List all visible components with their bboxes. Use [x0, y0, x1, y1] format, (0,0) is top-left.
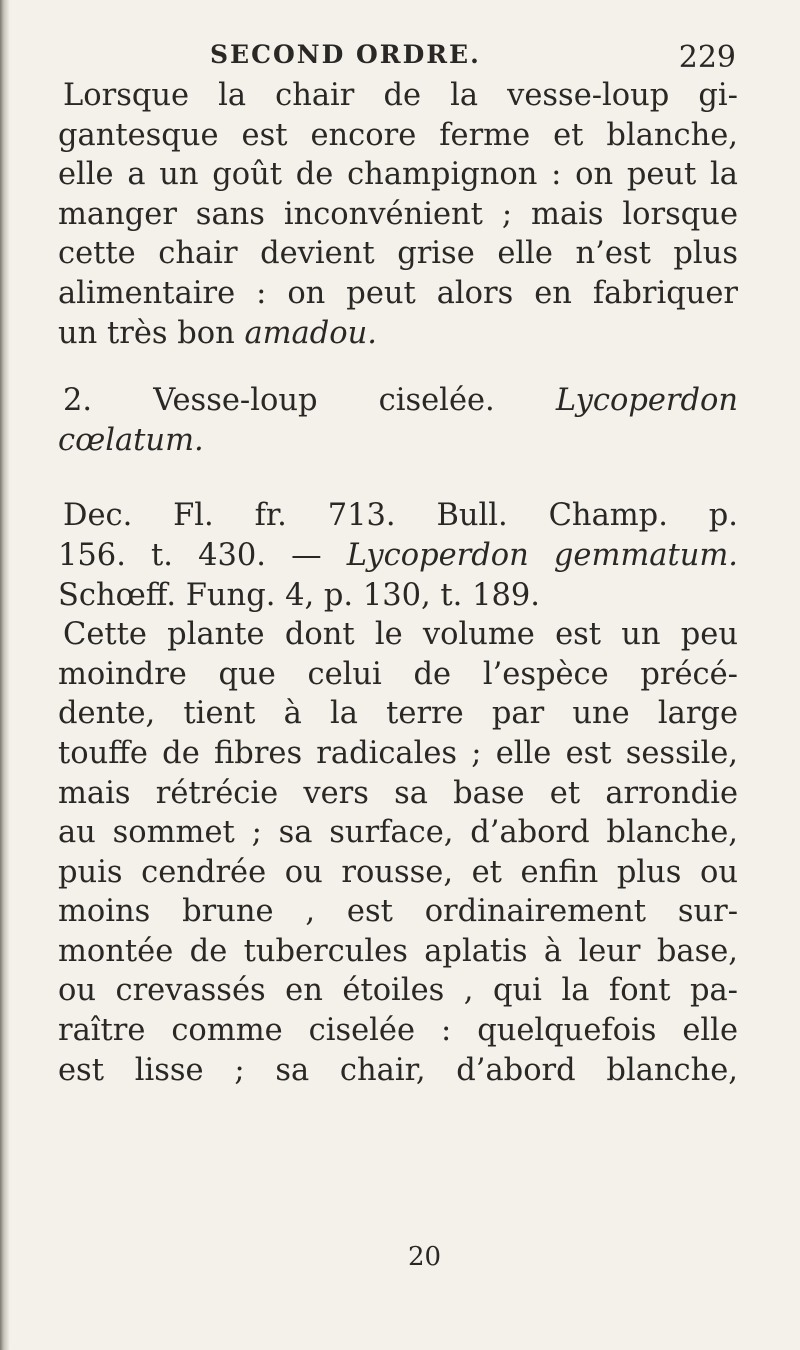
species-number-title: 2. Vesse-loup ciselée. — [63, 383, 495, 419]
text-line: ou crevassés en étoiles , qui la font pa- — [58, 973, 738, 1009]
latin-name: Lycoperdon — [555, 383, 738, 419]
text-line: elle a un goût de champignon : on peut la — [58, 157, 738, 193]
italic-term: amadou. — [244, 315, 377, 351]
running-head — [58, 40, 738, 76]
text-line: touffe de fibres radicales ; elle est sessile, — [58, 735, 738, 771]
page-number: 229 — [678, 40, 736, 75]
species-title-line — [58, 421, 738, 461]
reference-line: Dec. Fl. fr. 713. Bull. Champ. p. — [63, 498, 738, 534]
species-title-line — [58, 381, 738, 421]
text-line: mais rétrécie vers sa base et arrondie — [58, 775, 738, 811]
book-page — [58, 40, 738, 1090]
text-line: Lorsque la chair de la vesse-loup gi- — [63, 78, 738, 113]
reference-line: Schœff. Fung. 4, p. 130, t. 189. — [58, 577, 540, 613]
text-line: manger sans inconvénient ; mais lorsque — [58, 196, 738, 232]
text-line: puis cendrée ou rousse, et enfin plus ou — [58, 854, 738, 890]
text-line: est lisse ; sa chair, d’abord blanche, — [58, 1052, 738, 1088]
reference-line — [58, 536, 738, 576]
latin-name-continued: cœlatum. — [58, 422, 204, 458]
text-line: alimentaire : on peut alors en fabriquer — [58, 275, 738, 311]
text-line: dente, tient à la terre par une large — [58, 696, 738, 732]
paragraph-1 — [58, 76, 738, 353]
synonym-name: Lycoperdon gemmatum. — [346, 537, 739, 573]
text-line: raître comme ciselée : quelquefois elle — [58, 1013, 738, 1049]
text-line: gantesque est encore ferme et blanche, — [58, 117, 738, 153]
species-heading — [58, 381, 738, 460]
signature-mark: 20 — [408, 1242, 442, 1272]
text-span: un très bon — [58, 315, 235, 351]
text-line: montée de tubercules aplatis à leur base, — [58, 933, 738, 969]
running-title: SECOND ORDRE. — [210, 40, 481, 69]
text-line: au sommet ; sa surface, d’abord blanche, — [58, 815, 738, 851]
text-line: moindre que celui de l’espèce précé- — [58, 656, 738, 692]
text-line: Cette plante dont le volume est un peu — [63, 617, 738, 653]
reference-text: 156. t. 430. — — [58, 537, 322, 573]
text-line — [58, 314, 738, 354]
references — [58, 496, 738, 615]
text-line: moins brune , est ordinairement sur- — [58, 894, 738, 930]
page-gutter-shadow — [0, 0, 10, 1350]
text-line: cette chair devient grise elle n’est plus — [58, 236, 738, 272]
paragraph-2 — [58, 615, 738, 1090]
